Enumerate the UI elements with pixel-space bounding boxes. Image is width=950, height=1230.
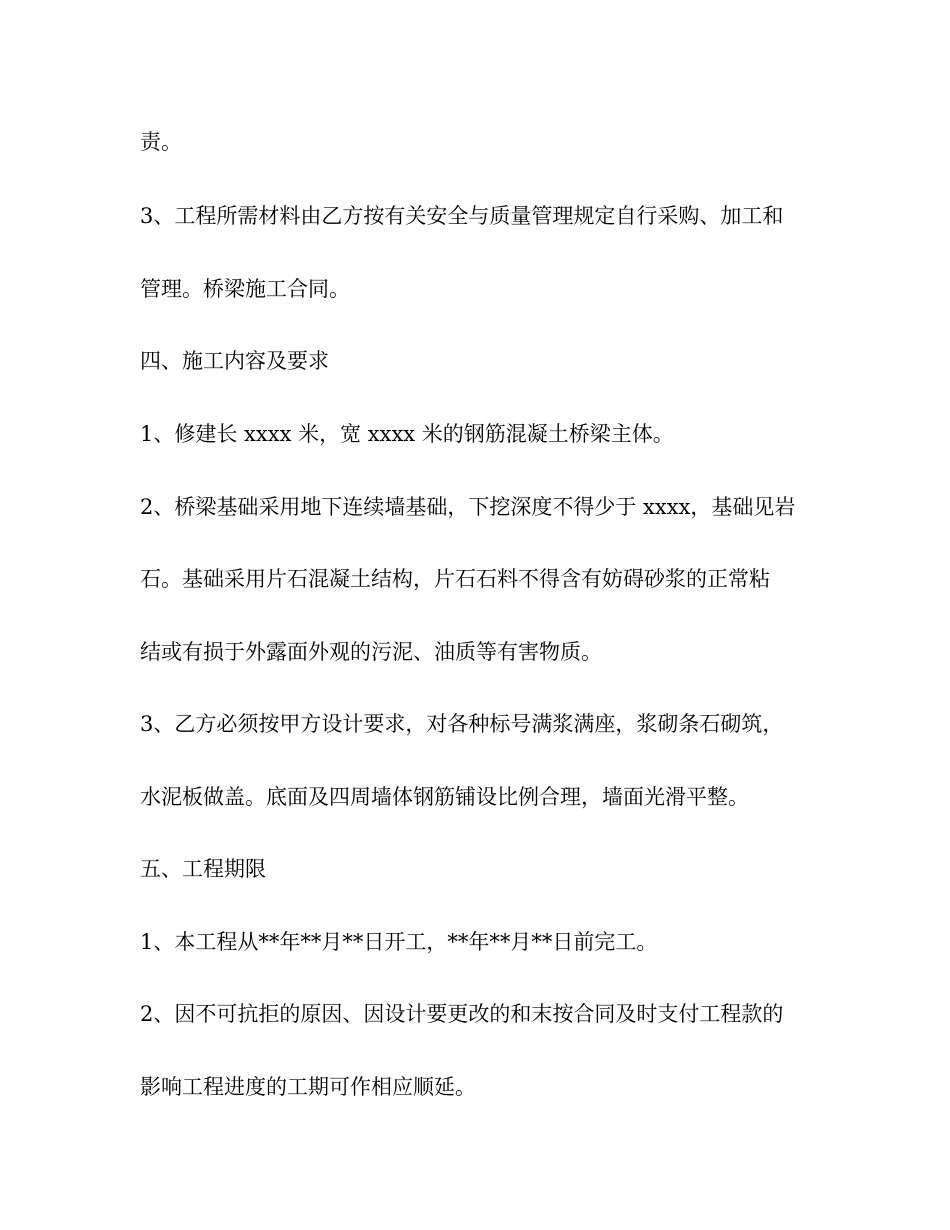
text-line: 1、本工程从**年**月**日开工，**年**月**日前完工。 [140, 930, 658, 954]
text-line: 水泥板做盖。底面及四周墙体钢筋铺设比例合理，墙面光滑平整。 [140, 785, 749, 809]
text-line: 影响工程进度的工期可作相应顺延。 [140, 1075, 476, 1099]
text-line: 3、工程所需材料由乙方按有关安全与质量管理规定自行采购、加工和 [140, 204, 784, 228]
text-line: 管理。桥梁施工合同。 [140, 277, 350, 301]
section-heading-construction-content: 四、施工内容及要求 [140, 349, 329, 373]
text-line: 石。基础采用片石混凝土结构，片石石料不得含有妨碍砂浆的正常粘 [140, 567, 770, 591]
text-line: 2、桥梁基础采用地下连续墙基础，下挖深度不得少于 xxxx，基础见岩 [140, 495, 796, 519]
text-line: 1、修建长 xxxx 米，宽 xxxx 米的钢筋混凝土桥梁主体。 [140, 422, 674, 446]
section-heading-project-duration: 五、工程期限 [140, 857, 266, 881]
text-line: 结或有损于外露面外观的污泥、油质等有害物质。 [140, 640, 602, 664]
text-line: 责。 [140, 130, 182, 154]
text-line: 3、乙方必须按甲方设计要求，对各种标号满浆满座，浆砌条石砌筑， [140, 712, 784, 736]
text-line: 2、因不可抗拒的原因、因设计要更改的和末按合同及时支付工程款的 [140, 1002, 784, 1026]
